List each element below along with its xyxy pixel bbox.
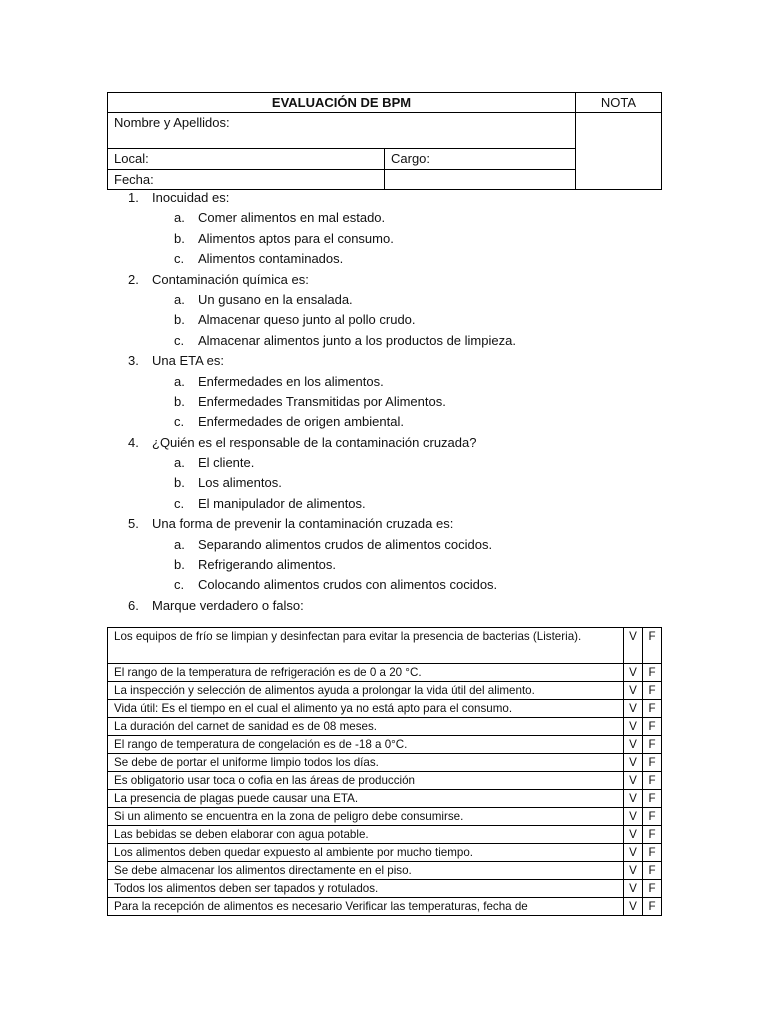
statement-text: Se debe almacenar los alimentos directamente en el piso.	[108, 862, 624, 880]
true-false-row	[108, 826, 662, 844]
option-letter: b.	[174, 475, 185, 491]
question-number: 5.	[128, 516, 139, 532]
statement-text: El rango de temperatura de congelación es de -18 a 0°C.	[108, 736, 624, 754]
question-text: Inocuidad es:	[152, 190, 230, 205]
true-false-row	[108, 898, 662, 916]
question-line	[128, 514, 648, 534]
statement-text: Se debe de portar el uniforme limpio todos los días.	[108, 754, 624, 772]
option-letter: b.	[174, 230, 185, 246]
option-letter: c.	[174, 251, 185, 267]
statement-text: Vida útil: Es el tiempo en el cual el alimento ya no está apto para el consumo.	[108, 700, 624, 718]
answer-option[interactable]	[152, 575, 648, 595]
true-option[interactable]: V	[624, 880, 643, 898]
question-item	[128, 270, 648, 352]
true-false-row	[108, 844, 662, 862]
true-false-row	[108, 664, 662, 682]
question-text: ¿Quién es el responsable de la contaminación cruzada?	[152, 434, 477, 450]
false-option[interactable]: F	[643, 772, 662, 790]
true-false-row	[108, 880, 662, 898]
option-letter: a.	[174, 210, 185, 226]
option-letter: b.	[174, 393, 185, 409]
name-field[interactable]: Nombre y Apellidos:	[108, 113, 576, 149]
statement-text: Si un alimento se encuentra en la zona de peligro debe consumirse.	[108, 808, 624, 826]
false-option[interactable]: F	[643, 736, 662, 754]
evaluation-title: EVALUACIÓN DE BPM	[108, 93, 576, 113]
question-number: 4.	[128, 434, 139, 450]
option-text: Almacenar queso junto al pollo crudo.	[198, 312, 416, 328]
questions-list	[128, 188, 648, 616]
answer-options	[152, 208, 648, 269]
question-line	[128, 596, 648, 616]
false-option[interactable]: F	[643, 844, 662, 862]
true-false-row	[108, 718, 662, 736]
option-letter: a.	[174, 291, 185, 307]
statement-text: La inspección y selección de alimentos ayuda a prolongar la vida útil del alimento.	[108, 682, 624, 700]
question-number: 6.	[128, 597, 139, 613]
question-text: Contaminación química es:	[152, 271, 309, 287]
fecha-extra-cell[interactable]	[385, 170, 576, 190]
false-option[interactable]: F	[643, 826, 662, 844]
question-line	[128, 433, 648, 453]
option-text: Enfermedades en los alimentos.	[198, 373, 384, 389]
answer-option[interactable]	[152, 290, 648, 310]
true-false-row	[108, 736, 662, 754]
option-text: El manipulador de alimentos.	[198, 495, 366, 511]
question-line	[128, 270, 648, 290]
true-option[interactable]: V	[624, 754, 643, 772]
true-option[interactable]: V	[624, 790, 643, 808]
true-option[interactable]: V	[624, 718, 643, 736]
statement-text: Es obligatorio usar toca o cofia en las áreas de producción	[108, 772, 624, 790]
option-letter: b.	[174, 312, 185, 328]
statement-text: Para la recepción de alimentos es necesario Verificar las temperaturas, fecha de	[108, 898, 624, 916]
true-false-row	[108, 700, 662, 718]
answer-option[interactable]	[152, 453, 648, 473]
false-option[interactable]: F	[643, 862, 662, 880]
question-text: Una ETA es:	[152, 353, 225, 369]
question-text: Una forma de prevenir la contaminación cruzada es:	[152, 516, 454, 532]
cargo-field[interactable]: Cargo:	[385, 149, 576, 170]
evaluation-header-table	[107, 92, 662, 190]
true-false-row	[108, 808, 662, 826]
answer-options	[152, 453, 648, 514]
answer-option[interactable]	[152, 331, 648, 351]
true-false-row	[108, 754, 662, 772]
local-field[interactable]: Local:	[108, 149, 385, 170]
false-option[interactable]: F	[643, 682, 662, 700]
true-false-row	[108, 682, 662, 700]
option-text: Alimentos aptos para el consumo.	[198, 230, 394, 246]
true-option[interactable]: V	[624, 844, 643, 862]
false-option[interactable]: F	[643, 664, 662, 682]
true-option[interactable]: V	[624, 898, 643, 916]
true-option[interactable]: V	[624, 700, 643, 718]
answer-option[interactable]	[152, 555, 648, 575]
option-text: Los alimentos.	[198, 475, 282, 491]
answer-options	[152, 290, 648, 351]
question-item	[128, 351, 648, 433]
true-false-row	[108, 628, 662, 664]
option-text: El cliente.	[198, 455, 255, 471]
option-text: Colocando alimentos crudos con alimentos cocidos.	[198, 577, 498, 593]
question-line	[128, 351, 648, 371]
option-letter: a.	[174, 373, 185, 389]
answer-option[interactable]	[152, 249, 648, 269]
answer-option[interactable]	[152, 535, 648, 555]
question-item	[128, 188, 648, 270]
nota-header: NOTA	[576, 93, 662, 113]
fecha-field[interactable]: Fecha:	[108, 170, 385, 190]
question-number: 3.	[128, 353, 139, 369]
option-letter: c.	[174, 414, 185, 430]
true-option[interactable]: V	[624, 862, 643, 880]
true-option[interactable]: V	[624, 772, 643, 790]
true-false-row	[108, 862, 662, 880]
statement-text: Las bebidas se deben elaborar con agua potable.	[108, 826, 624, 844]
answer-option[interactable]	[152, 229, 648, 249]
statement-text: Todos los alimentos deben ser tapados y rotulados.	[108, 880, 624, 898]
option-text: Alimentos contaminados.	[198, 251, 344, 267]
answer-option[interactable]	[152, 208, 648, 228]
answer-option[interactable]	[152, 310, 648, 330]
question-item	[128, 433, 648, 515]
option-text: Almacenar alimentos junto a los productos de limpieza.	[198, 332, 516, 348]
option-letter: c.	[174, 577, 185, 593]
true-option[interactable]: V	[624, 736, 643, 754]
option-text: Comer alimentos en mal estado.	[198, 210, 386, 226]
statement-text: Los equipos de frío se limpian y desinfectan para evitar la presencia de bacterias (Listeria).	[108, 628, 624, 664]
option-letter: c.	[174, 495, 185, 511]
answer-option[interactable]	[152, 412, 648, 432]
false-option[interactable]: F	[643, 628, 662, 664]
answer-option[interactable]	[152, 494, 648, 514]
false-option[interactable]: F	[643, 754, 662, 772]
true-option[interactable]: V	[624, 664, 643, 682]
question-item	[128, 514, 648, 596]
option-text: Separando alimentos crudos de alimentos cocidos.	[198, 536, 493, 552]
question-item	[128, 596, 648, 616]
false-option[interactable]: F	[643, 898, 662, 916]
false-option[interactable]: F	[643, 700, 662, 718]
true-option[interactable]: V	[624, 682, 643, 700]
statement-text: La presencia de plagas puede causar una ETA.	[108, 790, 624, 808]
statement-text: El rango de la temperatura de refrigeración es de 0 a 20 °C.	[108, 664, 624, 682]
true-false-row	[108, 790, 662, 808]
option-text: Enfermedades de origen ambiental.	[198, 414, 404, 430]
true-option[interactable]: V	[624, 628, 643, 664]
true-option[interactable]: V	[624, 826, 643, 844]
option-text: Refrigerando alimentos.	[198, 557, 337, 573]
question-number: 2.	[128, 271, 139, 287]
false-option[interactable]: F	[643, 808, 662, 826]
true-false-row	[108, 772, 662, 790]
option-text: Un gusano en la ensalada.	[198, 291, 353, 307]
question-number: 1.	[128, 190, 139, 205]
question-line	[128, 188, 648, 208]
true-option[interactable]: V	[624, 808, 643, 826]
nota-field[interactable]	[576, 113, 662, 190]
option-letter: a.	[174, 455, 185, 471]
false-option[interactable]: F	[643, 790, 662, 808]
option-letter: c.	[174, 332, 185, 348]
answer-option[interactable]	[152, 392, 648, 412]
option-letter: b.	[174, 557, 185, 573]
true-false-table	[107, 627, 662, 916]
statement-text: La duración del carnet de sanidad es de 08 meses.	[108, 718, 624, 736]
answer-option[interactable]	[152, 473, 648, 493]
question-text: Marque verdadero o falso:	[152, 597, 304, 613]
answer-options	[152, 535, 648, 596]
option-letter: a.	[174, 536, 185, 552]
false-option[interactable]: F	[643, 718, 662, 736]
false-option[interactable]: F	[643, 880, 662, 898]
answer-options	[152, 372, 648, 433]
answer-option[interactable]	[152, 372, 648, 392]
option-text: Enfermedades Transmitidas por Alimentos.	[198, 393, 446, 409]
statement-text: Los alimentos deben quedar expuesto al ambiente por mucho tiempo.	[108, 844, 624, 862]
